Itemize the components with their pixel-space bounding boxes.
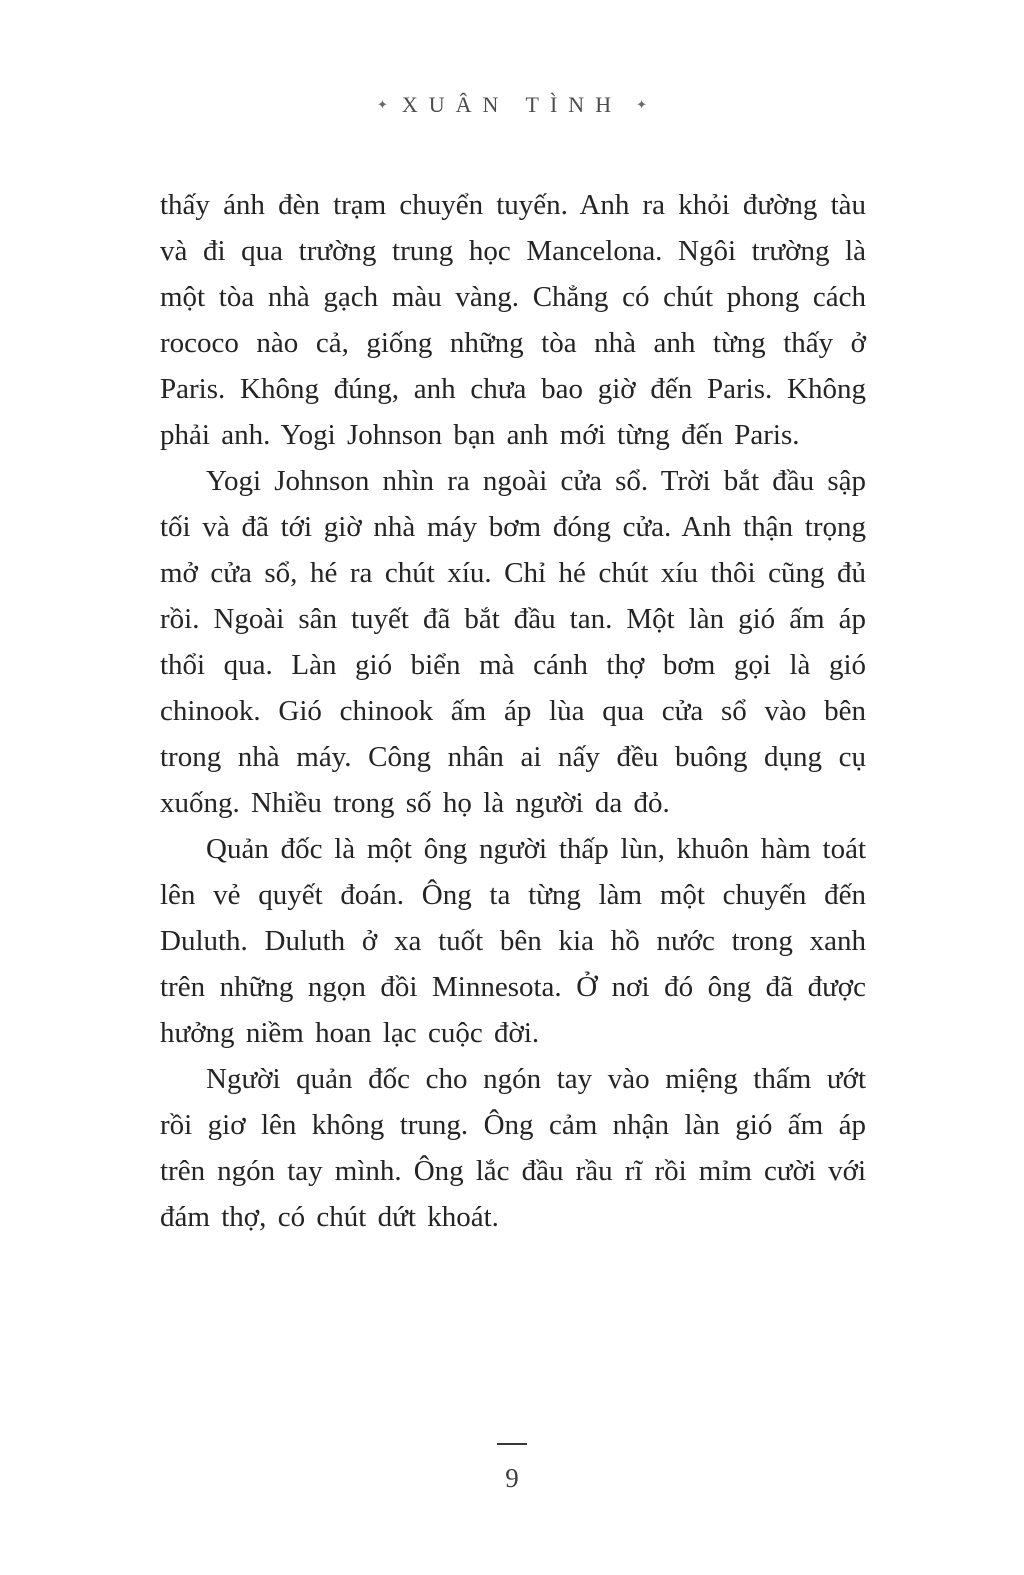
- header-ornament-right-icon: ✦: [636, 97, 647, 112]
- book-title: XUÂN TÌNH: [401, 92, 623, 117]
- page-header: [0, 92, 1024, 118]
- body-text-block: [160, 182, 866, 1240]
- paragraph-continuation: thấy ánh đèn trạm chuyển tuyến. Anh ra khỏi đường tàu và đi qua trường trung học Mancelona. Ngôi trường là một tòa nhà gạch màu vàng. Chẳng có chút phong cách rococo nào cả, giống những tòa nhà anh từng thấy ở Paris. Không đúng, anh chưa bao giờ đến Paris. Không phải anh. Yogi Johnson bạn anh mới từng đến Paris.: [160, 189, 866, 451]
- footer-rule: [497, 1443, 527, 1445]
- header-ornament-left-icon: ✦: [376, 97, 388, 112]
- paragraph: Quản đốc là một ông người thấp lùn, khuôn hàm toát lên vẻ quyết đoán. Ông ta từng làm một chuyến đến Duluth. Duluth ở xa tuốt bên kia hồ nước trong xanh trên những ngọn đồi Minnesota. Ở nơi đó ông đã được hưởng niềm hoan lạc cuộc đời.: [160, 833, 866, 1049]
- paragraph: Yogi Johnson nhìn ra ngoài cửa sổ. Trời bắt đầu sập tối và đã tới giờ nhà máy bơm đóng cửa. Anh thận trọng mở cửa sổ, hé ra chút xíu. Chỉ hé chút xíu thôi cũng đủ rồi. Ngoài sân tuyết đã bắt đầu tan. Một làn gió ấm áp thổi qua. Làn gió biển mà cánh thợ bơm gọi là gió chinook. Gió chinook ấm áp lùa qua cửa sổ vào bên trong nhà máy. Công nhân ai nấy đều buông dụng cụ xuống. Nhiều trong số họ là người da đỏ.: [160, 465, 866, 819]
- paragraph: Người quản đốc cho ngón tay vào miệng thấm ướt rồi giơ lên không trung. Ông cảm nhận làn gió ấm áp trên ngón tay mình. Ông lắc đầu rầu rĩ rồi mỉm cười với đám thợ, có chút dứt khoát.: [160, 1063, 866, 1233]
- page-footer: [0, 1443, 1024, 1494]
- page-number: 9: [505, 1463, 519, 1493]
